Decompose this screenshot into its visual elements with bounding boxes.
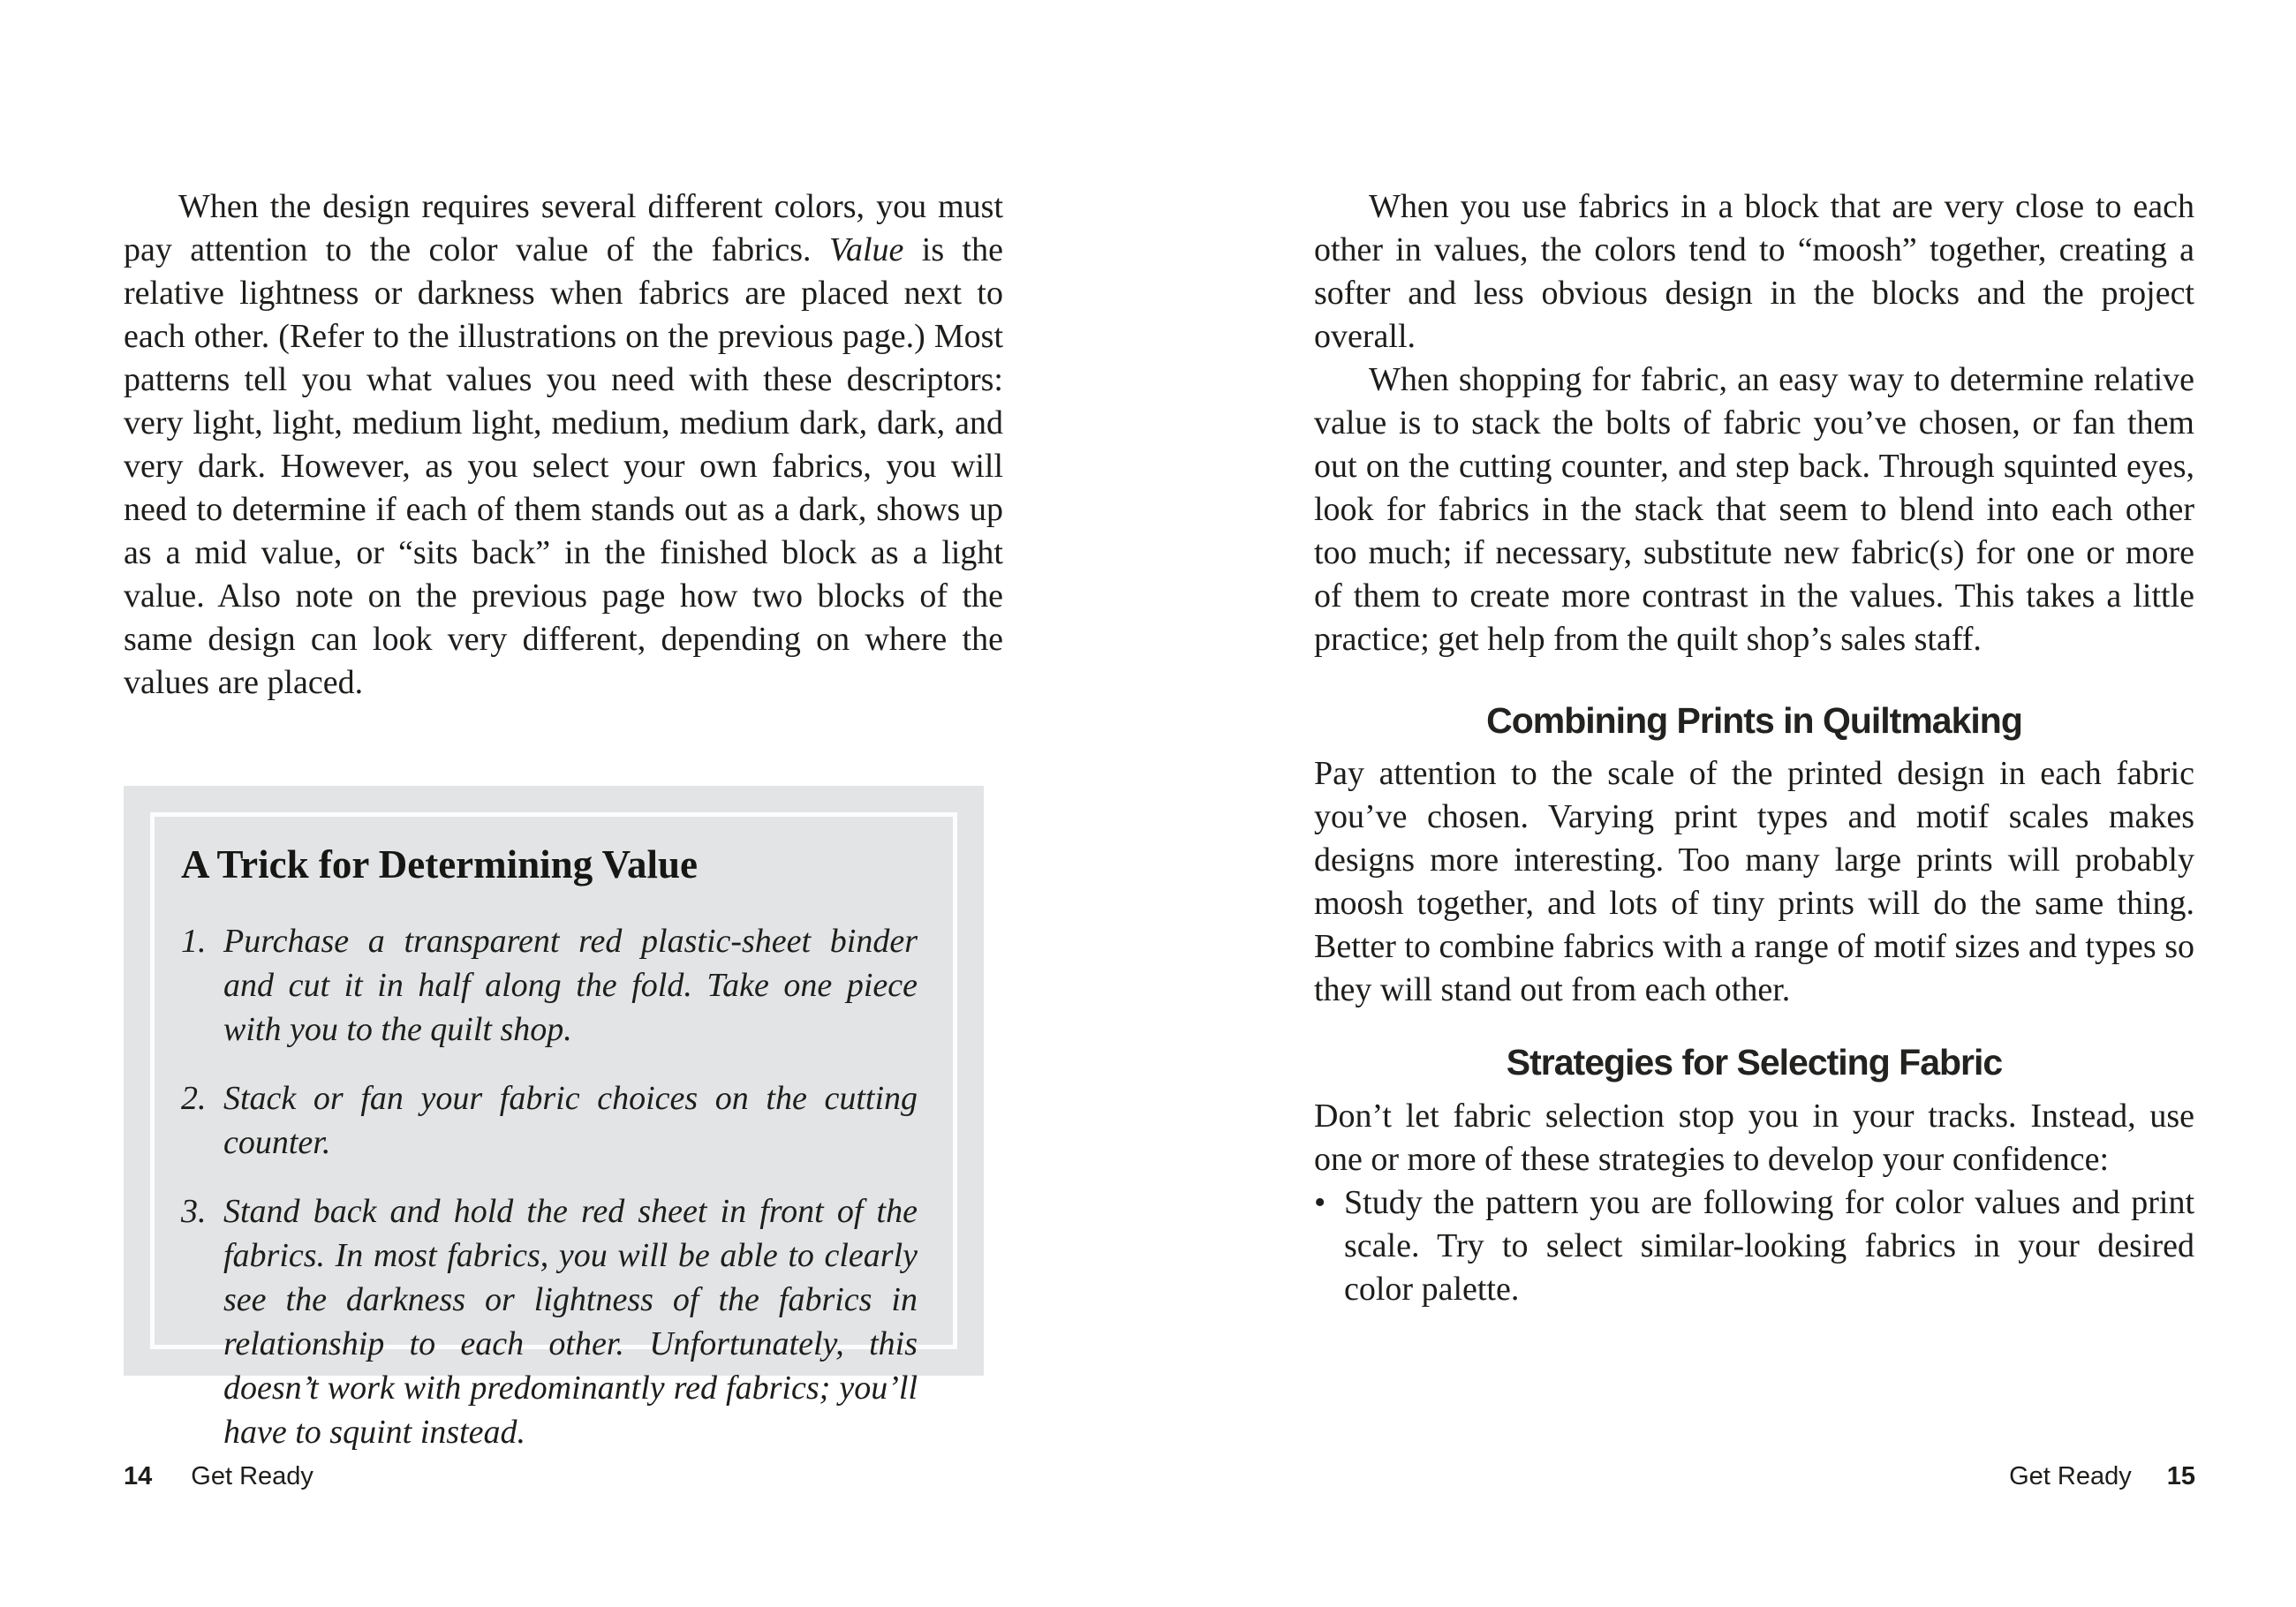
trick-box-title: A Trick for Determining Value <box>181 842 698 886</box>
left-page-intro-paragraph <box>124 185 1003 705</box>
intro-text-before-italic: When the design requires several different colors, you must pay attention to the color value of the fabrics. <box>124 188 1003 268</box>
right-page-footer <box>2009 1461 2195 1491</box>
trick-item-number: 1. <box>181 923 207 960</box>
right-page-paragraph-2: When shopping for fabric, an easy way to determine relative value is to stack the bolts of fabric you’ve chosen, or fan them out on the cutting counter, and step back. Through squinted eyes, look for fabrics in the stack that seem to blend into each other too much; if necessary, substitute new fabric(s) for one or more of them to create more contrast in the values. This takes a little practice; get help from the quilt shop’s sales staff. <box>1314 361 2194 658</box>
trick-box-item-2 <box>181 1076 918 1165</box>
intro-italic-word: Value <box>828 231 904 268</box>
right-page-paragraph-1: When you use fabrics in a block that are very close to each other in values, the colors tend to “moosh” together, creating a softer and less obvious design in the blocks and the project overall. <box>1314 188 2194 355</box>
right-page-paragraph-4: Don’t let fabric selection stop you in your tracks. Instead, use one or more of these strategies to develop your confidence: <box>1314 1098 2194 1178</box>
heading-combining-prints: Combining Prints in Quiltmaking <box>1486 700 2022 741</box>
left-footer-section-label: Get Ready <box>191 1462 313 1490</box>
trick-box-list <box>181 919 918 1454</box>
left-page-number: 14 <box>124 1462 153 1490</box>
trick-box-item-3 <box>181 1189 918 1454</box>
bullet-item-text: Study the pattern you are following for color values and print scale. Try to select similar-looking fabrics in your desired color palette. <box>1344 1184 2194 1308</box>
trick-item-number: 3. <box>181 1193 207 1230</box>
trick-item-text: Stand back and hold the red sheet in front of the fabrics. In most fabrics, you will be able to clearly see the darkness or lightness of the fabrics in relationship to each other. Unfortunately, this doesn’t work with predominantly red fabrics; you’ll have to squint instead. <box>223 1193 918 1451</box>
strategies-bullet-list <box>1314 1181 2194 1311</box>
trick-sidebar-inner-frame <box>150 812 957 1451</box>
trick-item-number: 2. <box>181 1080 207 1117</box>
trick-item-text: Purchase a transparent red plastic-sheet binder and cut it in half along the fold. Take one piece with you to the quilt shop. <box>223 923 918 1048</box>
trick-sidebar-box <box>124 786 984 1451</box>
right-footer-section-label: Get Ready <box>2009 1462 2132 1490</box>
bullet-icon: • <box>1314 1184 1326 1221</box>
right-page-number: 15 <box>2166 1462 2195 1490</box>
intro-text-after-italic: is the relative lightness or darkness when fabrics are placed next to each other. (Refer to the illustrations on the previous page.) Most patterns tell you what values you need with these descriptors: very light, light, medium light, medium, medium dark, dark, and very dark. However, as you select your own fabrics, you will need to determine if each of them stands out as a dark, shows up as a mid value, or “sits back” in the finished block as a light value. Also note on the previous page how two blocks of the same design can look very different, depending on where the values are placed. <box>124 231 1003 701</box>
right-page-paragraph-3: Pay attention to the scale of the printed design in each fabric you’ve chosen. Varying print types and motif scales makes designs more interesting. Too many large prints will probably moosh together, and lots of tiny prints will do the same thing. Better to combine fabrics with a range of motif sizes and types so they will stand out from each other. <box>1314 755 2194 1008</box>
left-page-footer <box>124 1461 313 1491</box>
strategies-bullet-item-1 <box>1314 1181 2194 1311</box>
trick-item-text: Stack or fan your fabric choices on the cutting counter. <box>223 1080 918 1161</box>
heading-strategies-selecting-fabric: Strategies for Selecting Fabric <box>1506 1042 2003 1083</box>
trick-box-item-1 <box>181 919 918 1052</box>
